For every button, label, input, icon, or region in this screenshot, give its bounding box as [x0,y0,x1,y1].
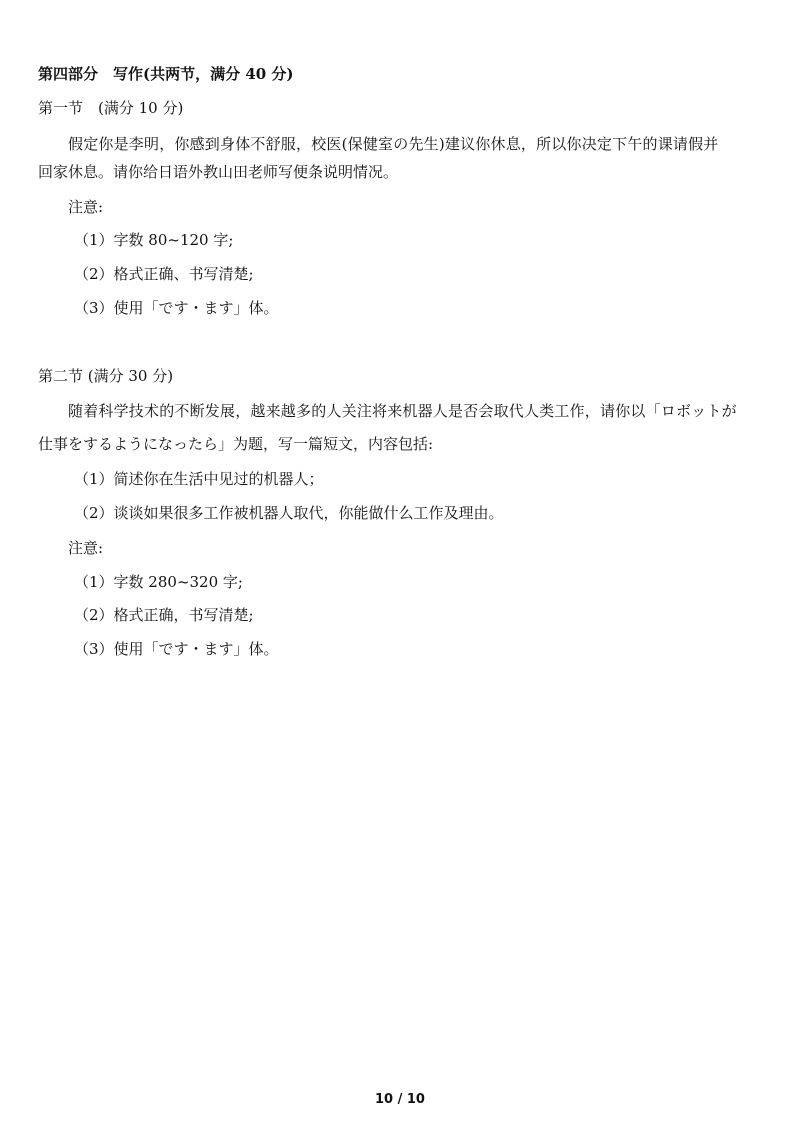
section-1-note-item: （2）格式正确、书写清楚; [74,265,254,283]
section-2-note-label: 注意: [68,539,104,557]
section-2-header: 第二节 (满分 30 分) [38,367,174,385]
section-2-prompt-line: 仕事をするようになったら」为题，写一篇短文，内容包括: [38,435,434,453]
section-1-prompt-line: 假定你是李明，你感到身体不舒服，校医(保健室の先生)建议你休息，所以你决定下午的课请假并 [68,135,719,153]
section-2-content-item: （2）谈谈如果很多工作被机器人取代，你能做什么工作及理由。 [74,504,504,522]
section-1-header: 第一节 (满分 10 分) [38,99,184,117]
section-2-content-item: （1）简述你在生活中见过的机器人； [74,470,324,488]
section-1-note-item: （1）字数 80~120 字; [74,231,234,249]
section-2-note-item: （3）使用「です・ます」体。 [74,640,279,658]
part-title: 第四部分 写作(共两节，满分 40 分) [38,65,294,83]
section-2-prompt-line: 随着科学技术的不断发展，越来越多的人关注将来机器人是否会取代人类工作，请你以「ロボットが [68,402,737,420]
section-1-prompt-line: 回家休息。请你给日语外教山田老师写便条说明情况。 [38,163,399,181]
section-2-note-item: （1）字数 280~320 字; [74,573,243,591]
page-number: 10 / 10 [375,1092,425,1107]
section-1-note-item: （3）使用「です・ます」体。 [74,299,279,317]
section-1-note-label: 注意: [68,198,104,216]
section-2-note-item: （2）格式正确，书写清楚; [74,606,254,624]
